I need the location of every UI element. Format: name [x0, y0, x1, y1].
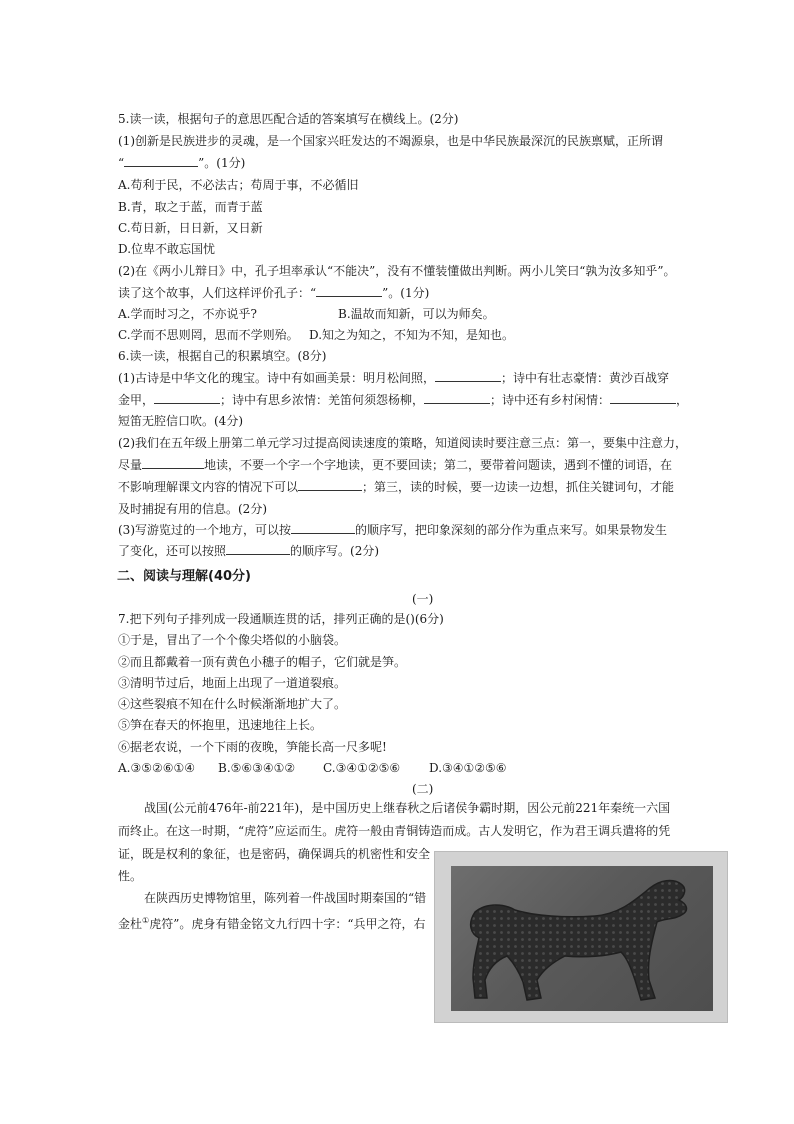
q6-blank-2[interactable]: [154, 392, 220, 404]
q6-p2-line1: (2)我们在五年级上册第二单元学习过提高阅读速度的策略，知道阅读时要注意三点：第一，要集中注意力，: [118, 436, 688, 450]
q6-blank-3[interactable]: [424, 392, 490, 404]
part-2-label: (二): [412, 782, 434, 796]
q5-title: 5.读一读，根据句子的意思匹配合适的答案填写在横线上。(2分): [118, 112, 459, 126]
q5-p2-pre: 读了这个故事，人们这样评价孔子：“: [118, 286, 317, 300]
q5-p1-line1: (1)创新是民族进步的灵魂，是一个国家兴旺发达的不竭源泉，也是中华民族最深沉的民族禀赋，正所谓: [118, 134, 664, 148]
section-2-heading: 二、阅读与理解(40分): [117, 569, 251, 584]
q6-blank-5[interactable]: [142, 457, 204, 469]
q7-sentence-4: ④这些裂痕不知在什么时候渐渐地扩大了。: [118, 697, 347, 711]
q6-p2-text-c: 不影响理解课文内容的情况下可以: [118, 480, 299, 494]
q6-p2-text-d: ；第三，读的时候，要一边读一边想，抓住关键词句，才能: [362, 480, 675, 494]
q6-blank-6[interactable]: [298, 479, 362, 491]
footnote-marker: ①: [142, 916, 150, 925]
passage-line-4: 性。: [118, 869, 143, 883]
tiger-silhouette-icon: [435, 852, 727, 1022]
q7-sentence-3: ③清明节过后，地面上出现了一道道裂痕。: [118, 676, 347, 690]
q6-p2-line2: [118, 457, 672, 473]
q5-option-d: D.位卑不敢忘国忧: [118, 242, 216, 256]
q6-p1-text-f: ，: [676, 393, 689, 407]
q6-p1-line3: 短笛无腔信口吹。(4分): [118, 414, 243, 428]
passage-text-b: 虎符”。虎身有错金铭文九行四十字：“兵甲之符，右: [149, 917, 426, 931]
q5-p1-answer-blank[interactable]: [124, 155, 198, 167]
passage-line-5: 在陕西历史博物馆里，陈列着一件战国时期秦国的“错: [144, 891, 427, 905]
passage-line-1: 战国(公元前476年-前221年)，是中国历史上继春秋之后诸侯争霸时期，因公元前221年秦统一六国: [144, 801, 671, 815]
q7-title: 7.把下列句子排列成一段通顺连贯的话，排列正确的是()(6分): [118, 612, 444, 626]
passage-line-3: 证，既是权利的象征，也是密码，确保调兵的机密性和安全: [118, 847, 431, 861]
q5-option-a: A.苟利于民，不必法古；苟周于事，不必循旧: [118, 178, 359, 192]
q7-option-d: D.③④①②⑤⑥: [429, 761, 507, 775]
q6-p3-text-a: (3)写游览过的一个地方，可以按: [118, 523, 291, 537]
q7-sentence-6: ⑥据老农说，一个下雨的夜晚，笋能长高一尺多呢!: [118, 740, 387, 754]
q5-option2-c: C.学而不思则罔，思而不学则殆。: [118, 328, 299, 342]
q7-option-c: C.③④①②⑤⑥: [323, 761, 401, 775]
q5-p1-open-quote: “: [118, 156, 125, 170]
q6-title: 6.读一读，根据自己的积累填空。(8分): [118, 349, 327, 363]
q6-p2-text-b: 地读，不要一个字一个字地读，更不要回读；第二，要带着问题读，遇到不懂的词语，在: [204, 458, 673, 472]
q6-p2-line4: 及时捕捉有用的信息。(2分): [118, 502, 267, 516]
q6-p3-text-d: 的顺序写。(2分): [290, 544, 380, 558]
q6-p1-text-b: ；诗中有壮志豪情：黄沙百战穿: [501, 371, 670, 385]
q7-option-b: B.⑤⑥③④①②: [218, 761, 296, 775]
q5-option2-d: D.知之为知之，不知为不知，是知也。: [309, 328, 515, 342]
q6-p3-text-c: 了变化，还可以按照: [118, 544, 227, 558]
q5-p1-line2: [118, 155, 245, 171]
q6-blank-1[interactable]: [435, 370, 501, 382]
q5-p1-close: ”。(1分): [198, 156, 246, 170]
q6-p2-line3: [118, 479, 674, 495]
q5-option2-b: B.温故而知新，可以为师矣。: [338, 307, 495, 321]
q5-p2-line2: [118, 285, 429, 301]
q6-p1-line1: [118, 370, 669, 386]
q6-p3-text-b: 的顺序写，把印象深刻的部分作为重点来写。如果景物发生: [355, 523, 668, 537]
q5-p2-answer-blank[interactable]: [316, 285, 382, 297]
q6-p3-line2: [118, 543, 379, 559]
q5-option2-a: A.学而时习之，不亦说乎?: [118, 307, 257, 321]
q6-p3-line1: [118, 522, 667, 538]
passage-text-a: 金杜: [118, 917, 143, 931]
q7-sentence-5: ⑤笋在春天的怀抱里，迅速地往上长。: [118, 718, 323, 732]
q7-sentence-1: ①于是，冒出了一个个像尖塔似的小脑袋。: [118, 633, 347, 647]
q6-p1-text-a: (1)古诗是中华文化的瑰宝。诗中有如画美景：明月松间照，: [118, 371, 436, 385]
q5-option-c: C.苟日新，日日新，又日新: [118, 221, 263, 235]
q6-blank-8[interactable]: [226, 543, 290, 555]
q6-blank-7[interactable]: [291, 522, 355, 534]
passage-line-6: [118, 913, 425, 932]
bronze-tiger-tally-photo: [434, 851, 728, 1023]
q6-p1-text-d: ；诗中有思乡浓情：羌笛何须怨杨柳，: [220, 393, 425, 407]
q6-blank-4[interactable]: [610, 392, 676, 404]
passage-line-2: 而终止。在这一时期，“虎符”应运而生。虎符一般由青铜铸造而成。古人发明它，作为君王调兵遣将的凭: [118, 824, 671, 838]
q5-option-b: B.青，取之于蓝，而青于蓝: [118, 200, 263, 214]
q7-sentence-2: ②而且都戴着一顶有黄色小穗子的帽子，它们就是笋。: [118, 655, 407, 669]
q6-p2-text-a: 尽量: [118, 458, 143, 472]
q6-p1-line2: [118, 392, 688, 408]
q6-p1-text-c: 金甲，: [118, 393, 155, 407]
q6-p1-text-e: ；诗中还有乡村闲情：: [490, 393, 611, 407]
q5-p2-line1: (2)在《两小儿辩日》中，孔子坦率承认“不能决”，没有不懂装懂做出判断。两小儿笑曰“孰为汝多知乎”。: [118, 264, 676, 278]
q7-option-a: A.③⑤②⑥①④: [118, 761, 196, 775]
q5-p2-post: ”。(1分): [382, 286, 430, 300]
part-1-label: (一): [412, 592, 434, 606]
